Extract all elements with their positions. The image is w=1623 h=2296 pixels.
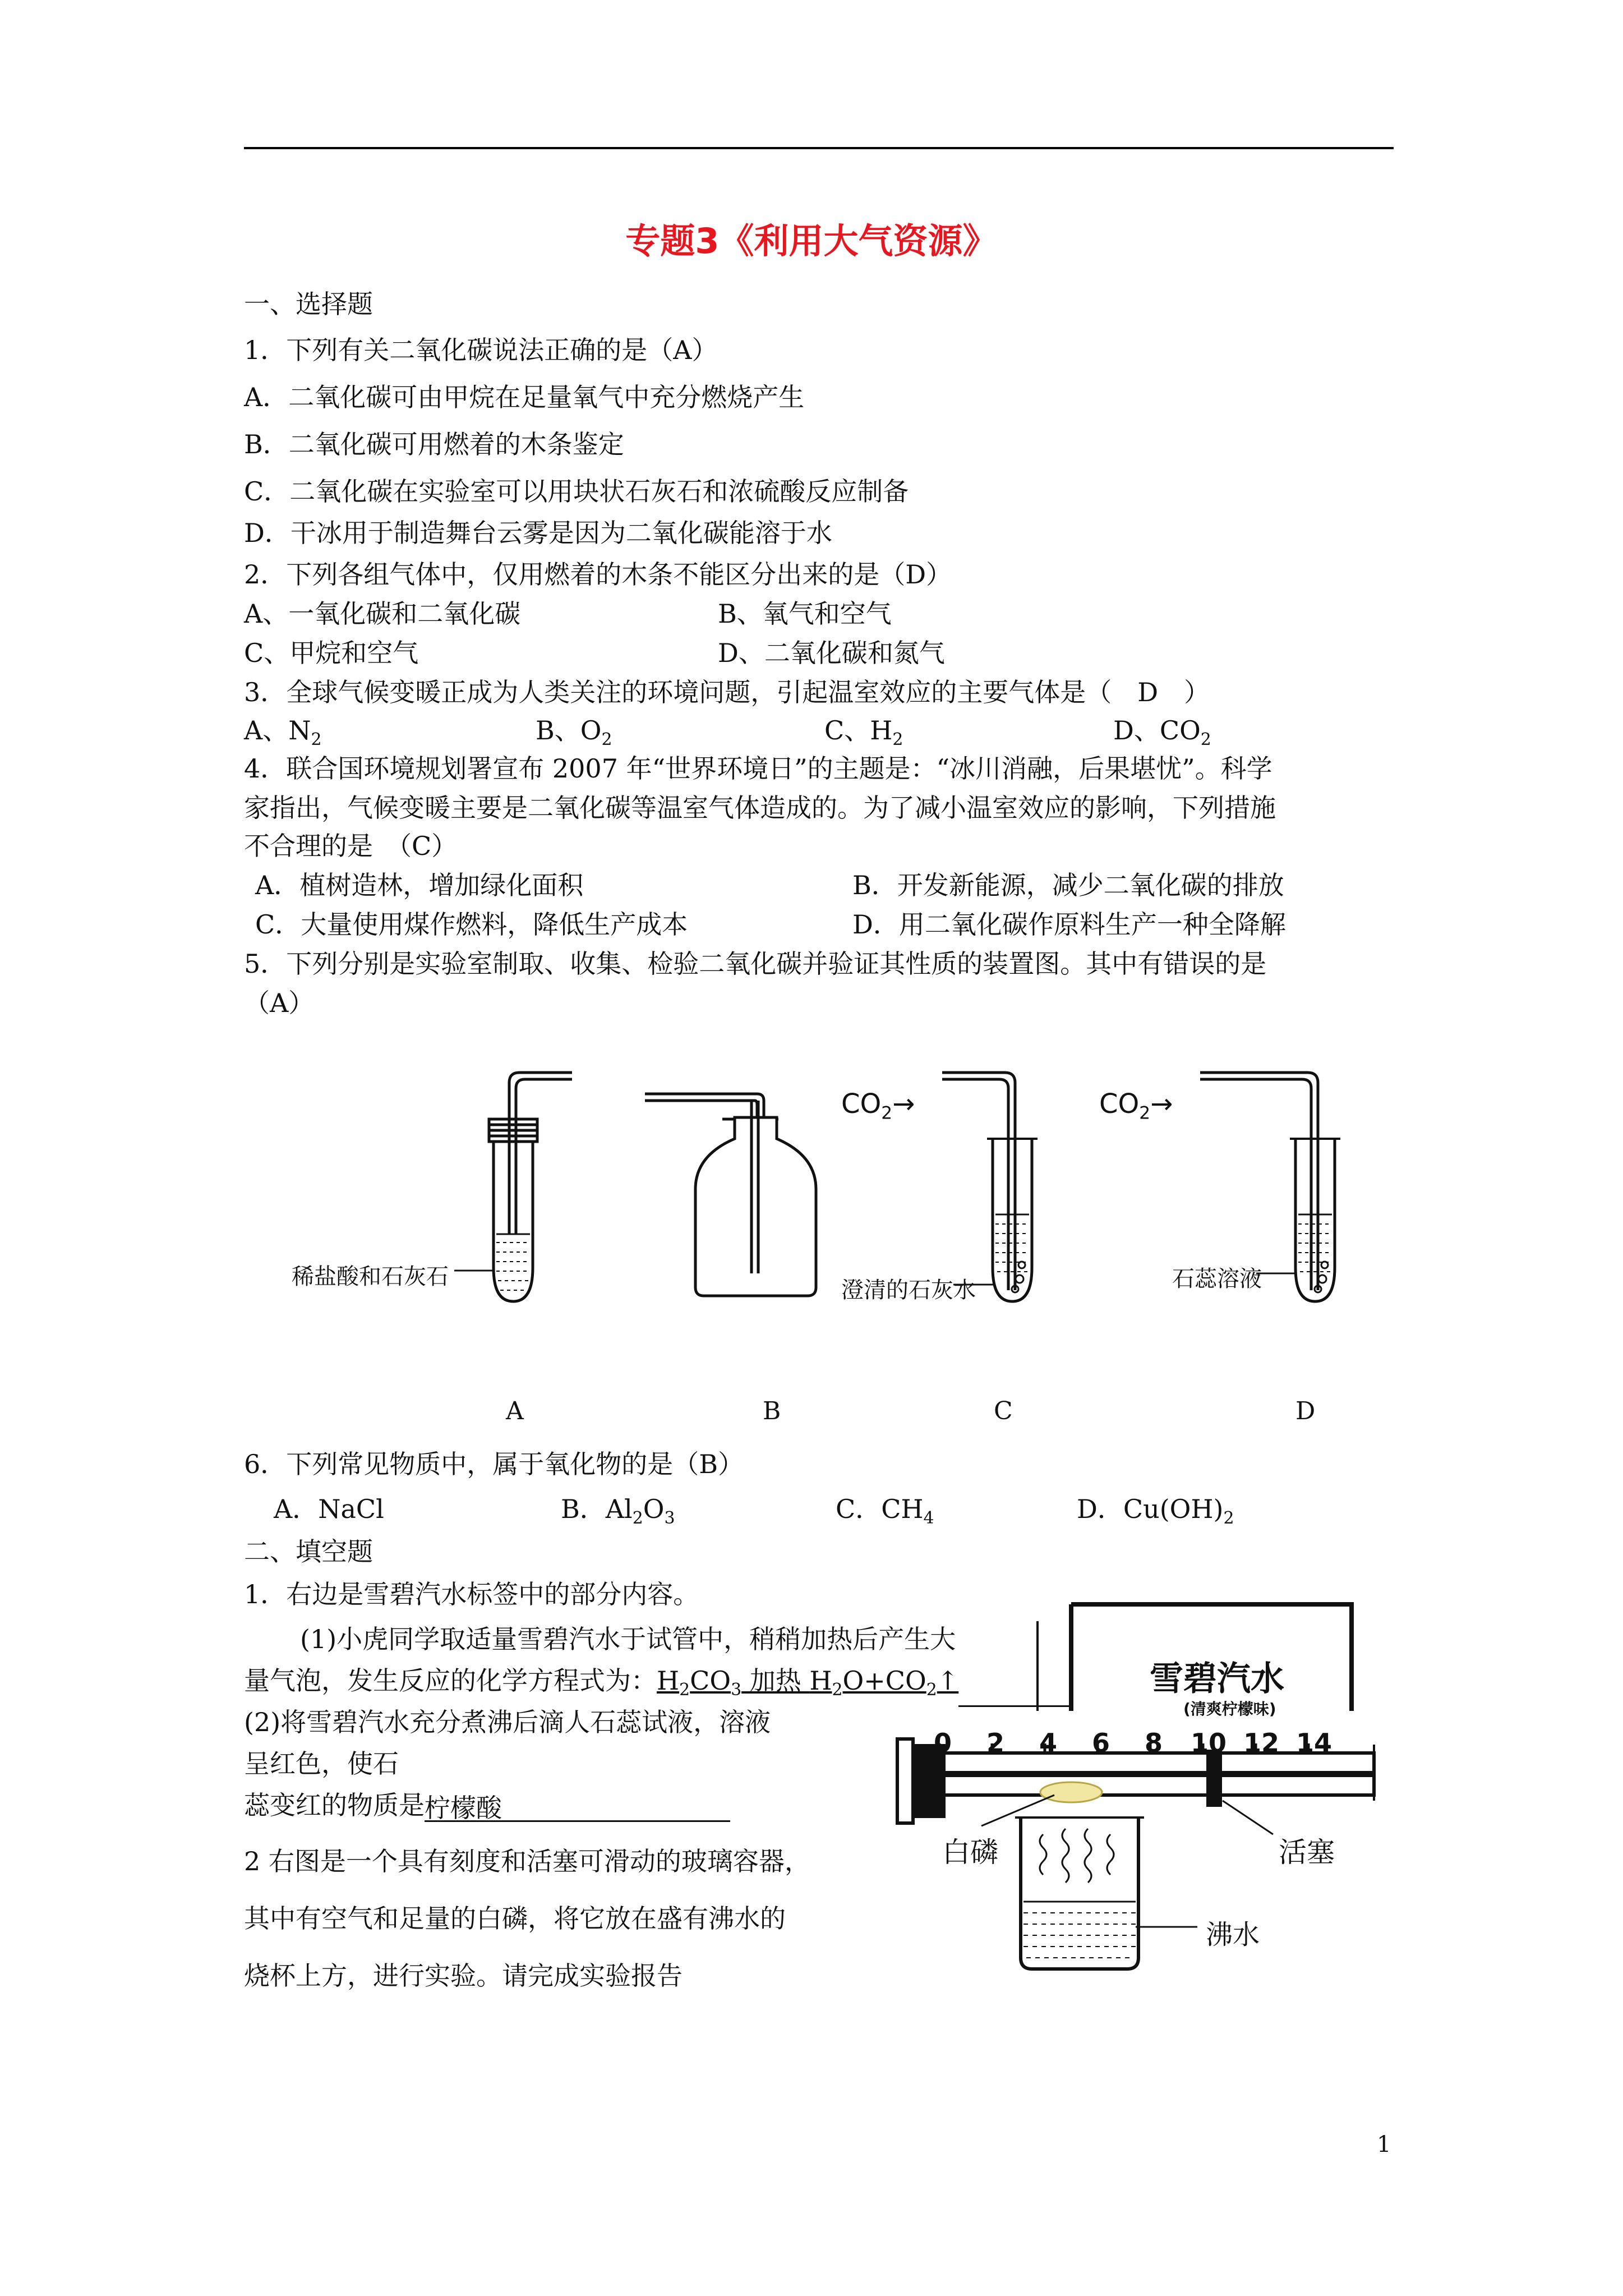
q1-option-c: C．二氧化碳在实验室可以用块状石灰石和浓硫酸反应制备: [244, 476, 909, 507]
scale-tick-label: 6: [1092, 1728, 1110, 1758]
scale-tick-label: 12: [1243, 1728, 1280, 1758]
q5-apparatus-figure: [280, 1066, 1380, 1358]
q6-option-d: D．$Cu(OH)_2$: [1077, 1494, 1234, 1529]
q3-option-b: B、$O_2$: [536, 715, 612, 750]
q2-stem: 2．下列各组气体中，仅用燃着的木条不能区分出来的是（D）: [244, 559, 952, 590]
q3-option-c: C、$H_2$: [824, 715, 903, 750]
q3-option-a: A、$N_2$: [244, 715, 322, 750]
f1-part1-line-1: (1)小虎同学取适量雪碧汽水于试管中，稍稍加热后产生大: [300, 1624, 956, 1654]
q4-option-c: C．大量使用煤作燃料，降低生产成本: [255, 909, 688, 940]
f1-equation-answer: $H_2CO_3$ 加热 $H_2O+CO_2↑$: [657, 1665, 959, 1700]
scale-tick-label: 0: [934, 1728, 952, 1758]
header-rule: [244, 147, 1394, 149]
q1-option-b: B．二氧化碳可用燃着的木条鉴定: [244, 429, 624, 459]
q1-option-a: A．二氧化碳可由甲烷在足量氧气中充分燃烧产生: [244, 382, 805, 412]
label-d-reagent: 石蕊溶液: [1172, 1266, 1262, 1292]
sprite-label-and-tube-figure: [886, 1599, 1380, 2003]
f2-line-2: 其中有空气和足量的白磷，将它放在盛有沸水的: [244, 1903, 786, 1934]
page-title: 专题3《利用大气资源》: [625, 220, 998, 261]
q5-line-1: 5．下列分别是实验室制取、收集、检验二氧化碳并验证其性质的装置图。其中有错误的是: [244, 949, 1267, 979]
f1-part2-line-3: 蕊变红的物质是柠檬酸: [244, 1788, 730, 1822]
caption-c: C: [994, 1397, 1013, 1425]
f2-line-3: 烧杯上方，进行实验。请完成实验报告: [244, 1961, 683, 1991]
scale-tick-label: 2: [986, 1728, 1005, 1758]
caption-d: D: [1295, 1397, 1316, 1425]
q4-line-3: 不合理的是 （C）: [244, 831, 458, 861]
q3-option-d: D、$CO_2$: [1113, 715, 1211, 750]
label-d-co2-inlet: $CO_2\to$: [1099, 1088, 1173, 1124]
apparatus-a-test-tube: [454, 1073, 572, 1301]
q3-stem: 3．全球气候变暖正成为人类关注的环境问题，引起温室效应的主要气体是（ D ）: [244, 677, 1210, 707]
f1-part1-line-2: 量气泡，发生反应的化学方程式为：$H_2CO_3$ 加热 $H_2O+CO_2↑$: [244, 1664, 1071, 1707]
f1-part2-line-1: (2)将雪碧汽水充分煮沸后滴人石蕊试液，溶液: [244, 1707, 771, 1737]
scale-tick-label: 8: [1145, 1728, 1163, 1758]
f1-part2-answer-blank: 柠檬酸: [425, 1791, 730, 1822]
caption-b: B: [763, 1397, 781, 1425]
q4-option-b: B．开发新能源，减少二氧化碳的排放: [852, 870, 1284, 900]
q4-option-d: D．用二氧化碳作原料生产一种全降解: [852, 909, 1286, 940]
f1-part2-line-2: 呈红色，使石: [244, 1749, 399, 1779]
q2-option-b: B、氧气和空气: [718, 599, 892, 629]
q1-stem: 1．下列有关二氧化碳说法正确的是（A）: [244, 335, 718, 365]
q6-stem: 6．下列常见物质中，属于氧化物的是（B）: [244, 1449, 744, 1479]
page-number: 1: [1377, 2132, 1391, 2157]
q2-option-c: C、甲烷和空气: [244, 638, 419, 668]
q6-option-a: A．NaCl: [274, 1494, 384, 1524]
q6-option-b: B．$Al_2O_3$: [561, 1494, 675, 1529]
f1-stem: 1．右边是雪碧汽水标签中的部分内容。: [244, 1579, 699, 1609]
f2-line-1: 2 右图是一个具有刻度和活塞可滑动的玻璃容器，: [244, 1846, 810, 1876]
scale-tick-label: 14: [1296, 1728, 1332, 1758]
q4-option-a: A．植树造林，增加绿化面积: [255, 870, 584, 900]
label-c-reagent: 澄清的石灰水: [841, 1277, 976, 1303]
label-boiling-water: 沸水: [1206, 1919, 1260, 1950]
q5-line-2: （A）: [244, 988, 315, 1018]
label-piston: 活塞: [1279, 1836, 1335, 1869]
sprite-label-title: 雪碧汽水: [1150, 1659, 1284, 1699]
section-heading-choice: 一、选择题: [244, 289, 373, 319]
sprite-label-subtitle: (清爽柠檬味): [1183, 1700, 1276, 1718]
label-c-co2-inlet: $CO_2\to$: [841, 1088, 915, 1124]
label-white-phosphorus: 白磷: [942, 1836, 998, 1869]
q1-option-d: D．干冰用于制造舞台云雾是因为二氧化碳能溶于水: [244, 518, 832, 548]
apparatus-c-test-tube: [923, 1073, 1038, 1301]
caption-a: A: [506, 1397, 524, 1425]
scale-tick-label: 4: [1039, 1728, 1058, 1758]
q4-line-1: 4．联合国环境规划署宣布 2007 年“世界环境日”的主题是：“冰川消融，后果堪忧”。科学: [244, 753, 1272, 784]
scale-tick-label: 10: [1191, 1728, 1227, 1758]
q4-line-2: 家指出，气候变暖主要是二氧化碳等温室气体造成的。为了减小温室效应的影响，下列措施: [244, 793, 1276, 823]
q6-option-c: C．$CH_4$: [836, 1494, 934, 1529]
q2-option-d: D、二氧化碳和氮气: [718, 638, 945, 668]
q2-option-a: A、一氧化碳和二氧化碳: [244, 599, 521, 629]
apparatus-b-gas-bottle: [645, 1094, 816, 1296]
section-heading-fill: 二、填空题: [244, 1536, 373, 1567]
label-a-reagent: 稀盐酸和石灰石: [292, 1264, 449, 1290]
